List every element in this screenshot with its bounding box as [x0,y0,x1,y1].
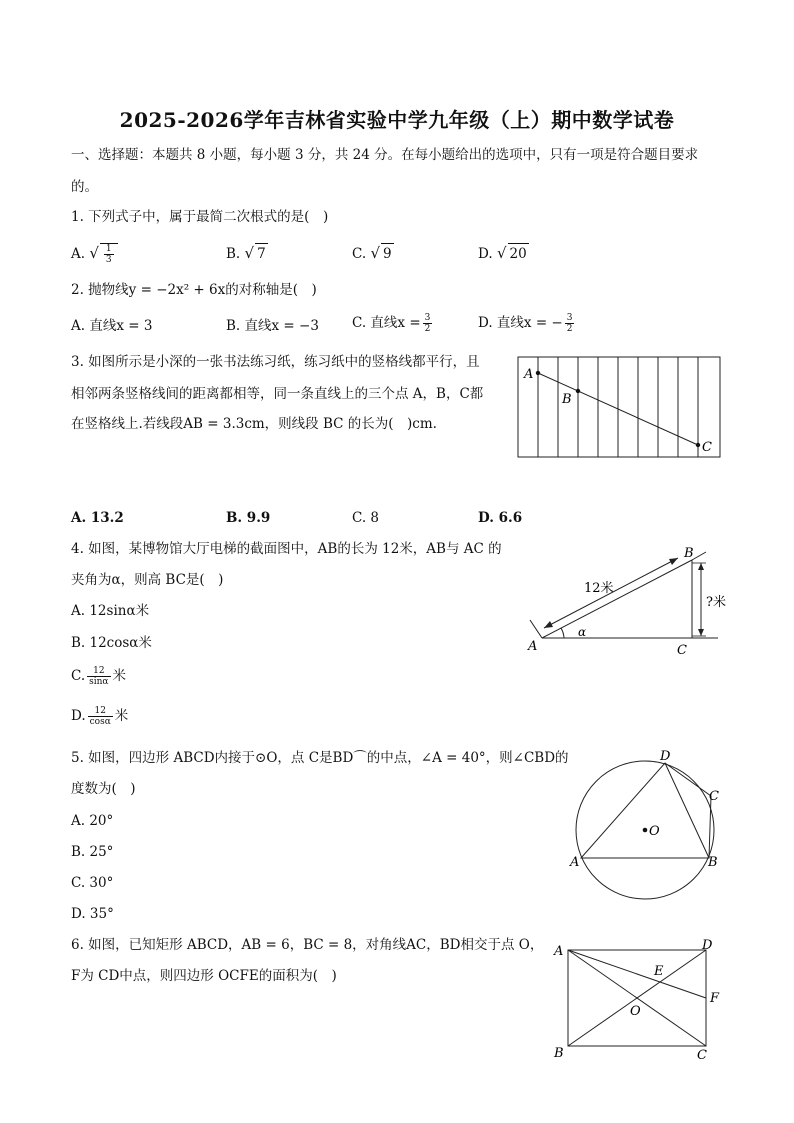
q6-label-b: B [554,1046,564,1061]
q4-label-b: B [684,546,694,561]
q3-option-d[interactable]: D. 6.6 [478,510,523,526]
q1-d-radicand: 20 [508,243,529,264]
q6-label-c: C [697,1048,707,1063]
sqrt-icon: √ [244,244,255,262]
q1-option-b[interactable] [226,243,268,264]
q5-option-b[interactable]: B. 25° [71,844,114,860]
q4-option-d[interactable] [71,706,128,727]
q1-c-radicand: 9 [381,243,394,264]
q4-option-b[interactable]: B. 12cosα米 [71,635,152,651]
q4-c-fraction: $\frac{12}{\sin\alpha}$ [89,666,109,687]
q5-figure-inscribed-quadrilateral [564,745,734,905]
section-header-line1: 一、选择题：本题共 8 小题，每小题 3 分，共 24 分。在每小题给出的选项中，只有一项是符合题目要求 [71,147,699,163]
q3-option-b[interactable]: B. 9.9 [226,510,271,526]
q2-c-fraction: $\frac{3}{2}$ [424,313,431,334]
page-title: 2025-2026学年吉林省实验中学九年级（上）期中数学试卷 [119,108,675,132]
q6-line2: F为 CD中点，则四边形 OCFE的面积为( ) [71,968,337,984]
q3-line2: 相邻两条竖格线间的距离都相等，同一条直线上的三个点 A，B，C都 [71,386,484,402]
q6-label-f: F [710,991,720,1006]
q2-option-b[interactable]: B. 直线x = −3 [226,318,319,334]
q2-stem: 2. 抛物线y = −2x² + 6x的对称轴是( ) [71,282,317,298]
q2-option-d[interactable] [478,313,576,334]
q1-a-fraction: $\frac{1}{3}$ [105,244,112,265]
q1-c-label: C. [352,246,367,262]
q3-label-c: C [702,440,712,455]
q5-label-a: A [570,855,580,870]
q3-label-a: A [524,367,534,382]
q6-label-e: E [654,964,664,979]
q4-line2: 夹角为α，则高 BC是( ) [71,572,224,588]
q4-d-unit: 米 [114,708,129,724]
q3-figure-grid-paper [516,355,722,459]
q3-option-a[interactable]: A. 13.2 [71,510,124,526]
q2-d-prefix: D. 直线x = − [478,315,563,331]
q1-b-label: B. [226,246,241,262]
q1-d-label: D. [478,246,493,262]
q3-line3: 在竖格线上.若线段AB = 3.3cm，则线段 BC 的长为( )cm. [71,416,437,432]
q4-figure-escalator [520,538,730,658]
q4-label-height: ?米 [706,595,726,610]
q1-option-a[interactable] [71,243,118,265]
q5-label-b: B [708,855,718,870]
q1-stem: 1. 下列式子中，属于最简二次根式的是( ) [71,209,329,225]
q4-d-fraction: $\frac{12}{\cos\alpha}$ [89,706,111,727]
q6-figure-rectangle [550,935,730,1065]
q2-option-a[interactable]: A. 直线x = 3 [71,318,153,334]
q4-label-angle: α [578,625,587,639]
q2-c-prefix: C. 直线x = [352,315,421,331]
q4-label-c: C [677,643,687,658]
q4-option-a[interactable]: A. 12sinα米 [71,603,150,619]
q6-line1: 6. 如图，已知矩形 ABCD，AB = 6，BC = 8，对角线AC，BD相交于点 O， [71,937,544,953]
q4-c-label: C. [71,668,86,684]
q5-line2: 度数为( ) [71,781,136,797]
sqrt-icon: √ [496,244,507,262]
q3-line1: 3. 如图所示是小深的一张书法练习纸，练习纸中的竖格线都平行，且 [71,354,480,370]
sqrt-icon: √ [89,244,99,262]
q1-option-c[interactable] [352,243,394,264]
q3-option-c[interactable]: C. 8 [352,510,380,526]
q6-label-o: O [630,1004,641,1019]
q4-option-c[interactable] [71,666,126,687]
q6-label-a: A [554,944,564,959]
q5-label-c: C [709,789,719,804]
q4-label-a: A [528,639,538,654]
q4-d-label: D. [71,708,86,724]
q5-label-o: O [649,824,660,839]
q5-option-a[interactable]: A. 20° [71,813,114,829]
section-header-line2: 的。 [71,179,98,195]
q3-label-b: B [562,392,572,407]
q1-option-d[interactable] [478,243,529,264]
q5-label-d: D [660,749,671,764]
sqrt-icon: √ [370,244,380,262]
q4-label-length: 12米 [584,581,614,596]
q5-option-c[interactable]: C. 30° [71,875,114,891]
q1-b-radicand: 7 [255,243,268,264]
q2-option-c[interactable] [352,313,434,334]
q4-line1: 4. 如图，某博物馆大厅电梯的截面图中，AB的长为 12米，AB与 AC 的 [71,541,502,557]
q5-option-d[interactable]: D. 35° [71,906,114,922]
q4-c-unit: 米 [112,668,127,684]
q6-label-d: D [702,938,713,953]
q2-d-fraction: $\frac{3}{2}$ [566,313,573,334]
q5-line1: 5. 如图，四边形 ABCD内接于⊙O，点 C是BD⌒的中点，∠A = 40°，则∠CBD的 [71,750,569,766]
q1-a-label: A. [71,246,86,262]
